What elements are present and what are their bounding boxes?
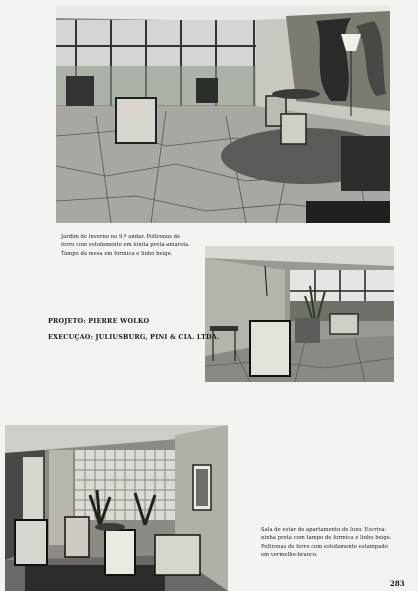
caption-line: em vermelho-branco. bbox=[261, 551, 318, 558]
caption-line: Tampo da mesa em formica e linho beige. bbox=[61, 250, 173, 257]
caption-line: Poltronas de ferro com estofamento estampado bbox=[261, 543, 388, 550]
caption-living-room bbox=[261, 526, 401, 559]
photo-winter-garden bbox=[56, 6, 390, 223]
photo-veranda bbox=[205, 246, 394, 382]
page-number: 283 bbox=[390, 579, 405, 588]
caption-line: ferro com estofamento em lonita preta-amarela. bbox=[61, 242, 190, 249]
credit-project: PROJETO: PIERRE WOLKO bbox=[48, 317, 150, 325]
credit-execution: EXECUÇAO: JULIUSBURG, PINI & CIA. LTDA. bbox=[48, 332, 220, 341]
credits bbox=[48, 314, 219, 345]
caption-line: Jardim de inverno no 9.º andar. Poltronas de bbox=[61, 234, 181, 240]
caption-line: Sala de estar de apartamento de luxo. Escriva- bbox=[261, 527, 387, 533]
photo-living-room bbox=[5, 425, 228, 591]
caption-line: ninha preta com tampo de formica e linho beige. bbox=[261, 535, 392, 542]
